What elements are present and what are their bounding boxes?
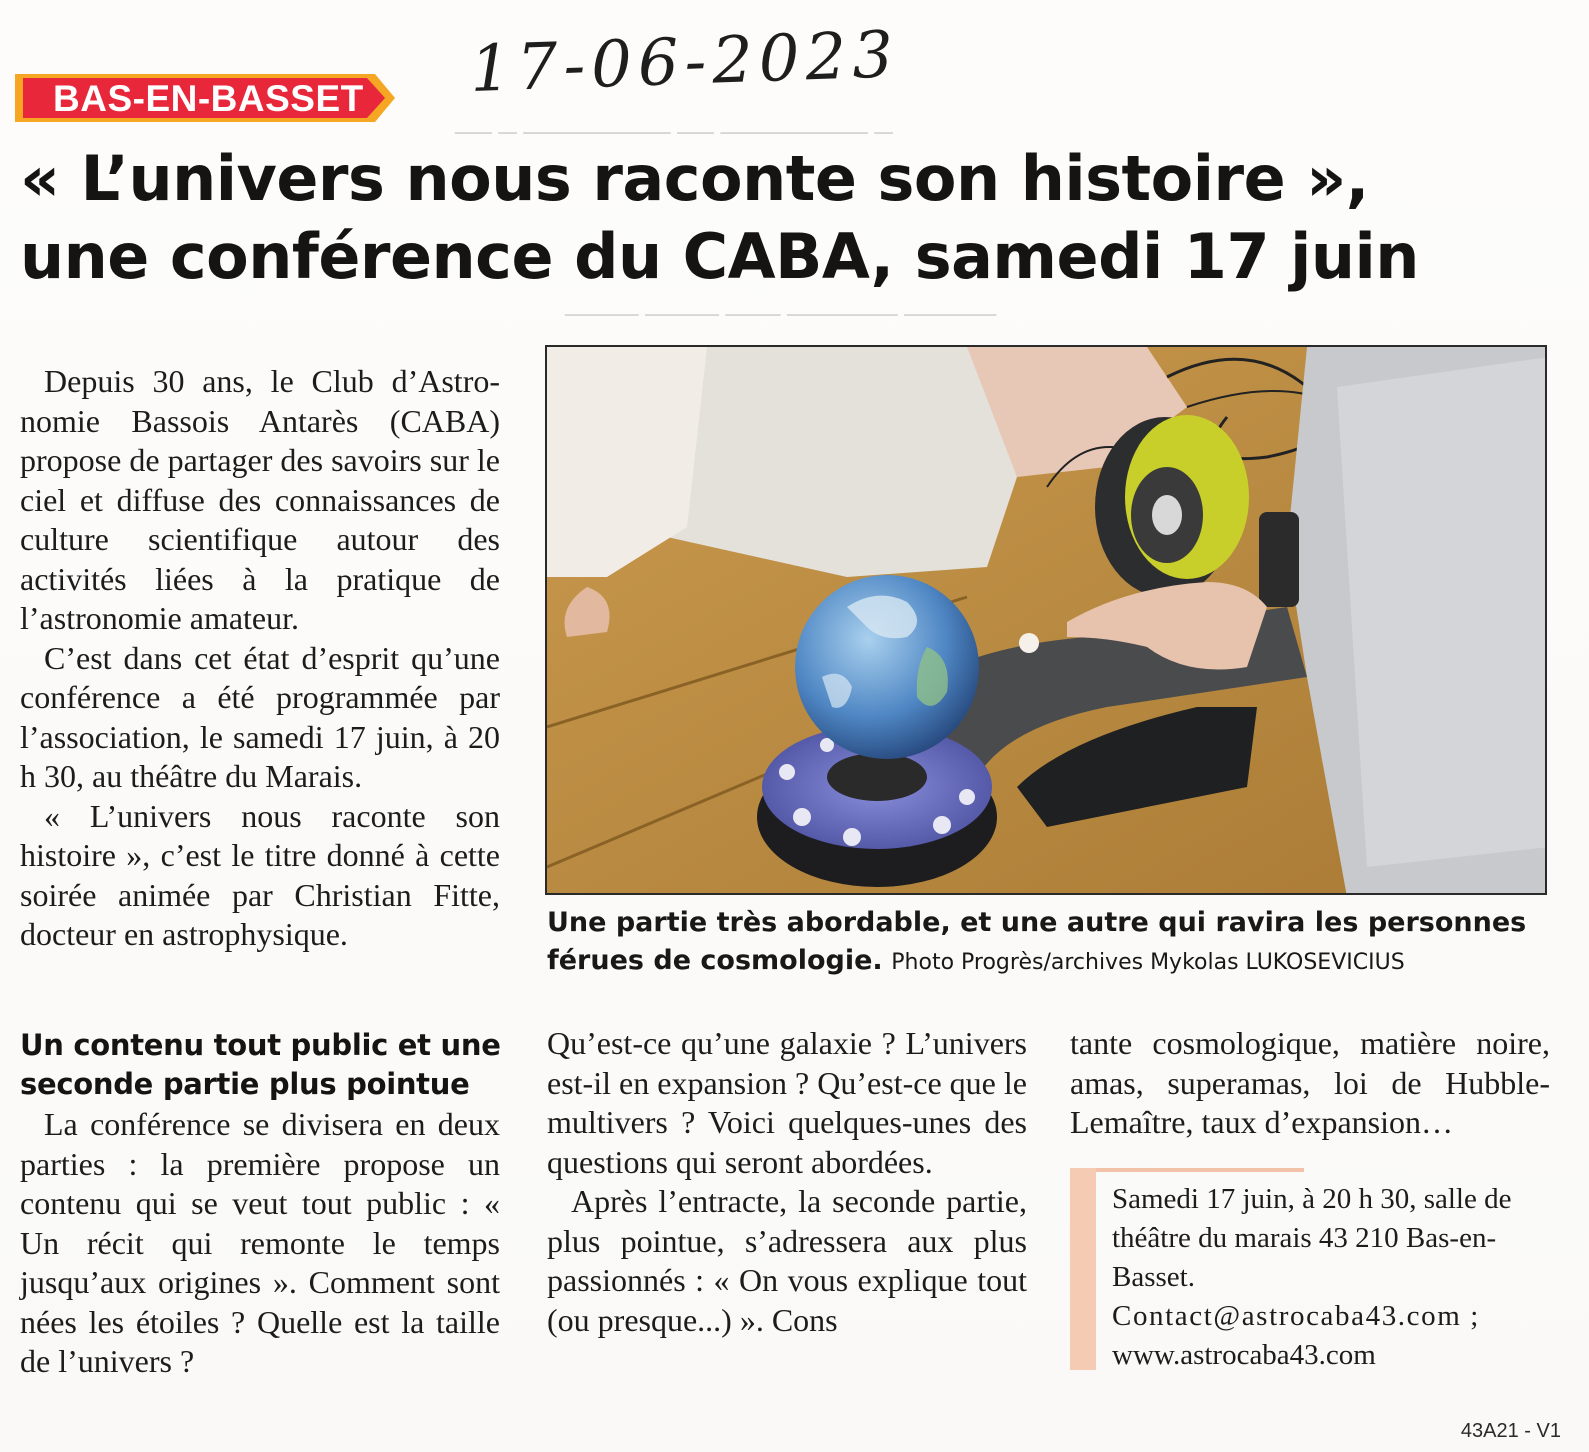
body-column-1 — [20, 1105, 500, 1382]
page-code: 43A21 - V1 — [1460, 1420, 1561, 1442]
practical-info-box — [1070, 1168, 1560, 1370]
website-link: www.astrocaba43.com — [1112, 1339, 1376, 1371]
photo-caption — [547, 904, 1547, 982]
info-line-3: Basset. — [1112, 1261, 1195, 1293]
body-column-2 — [547, 1024, 1027, 1340]
caption-text: Une partie très abordable, et une autre qui ravira les personnes férues de cosmologie. — [547, 907, 1527, 976]
headline-line-1: « L’univers nous raconte son histoire », — [20, 142, 1369, 215]
section-tag-label: BAS-EN-BASSET — [53, 78, 364, 119]
show-through-text: ── ─ ──────── ── ──────── ─ — [455, 118, 893, 147]
show-through-text: ──── ──── ─── ────── ───── — [565, 300, 997, 329]
info-line-2: théâtre du marais 43 210 Bas-en- — [1112, 1222, 1497, 1254]
body-paragraph-2: Qu’est-ce qu’une galaxie ? L’univers est-il en expansion ? Qu’est-ce que le multivers ? Voici quelques-unes des questions qui seront abordées. — [547, 1025, 1027, 1180]
body-column-3 — [1070, 1024, 1550, 1143]
info-box-top-rule — [1070, 1168, 1304, 1172]
contact-email: Contact@astrocaba43.com ; — [1112, 1300, 1480, 1332]
intro-column — [20, 362, 500, 955]
intro-paragraph-2: C’est dans cet état d’esprit qu’une conférence a été programmée par l’association, le samedi 17 juin, à 20 h 30, au théâtre du Marais. — [20, 639, 500, 794]
info-box-content — [1112, 1180, 1557, 1375]
intro-paragraph-1: Depuis 30 ans, le Club d’Astronomie Bassois Antarès (CABA) propose de partager des savoirs sur le ciel et diffuse des connaissances de culture scientifique autour des activités liées à la pratique de l’astronomie amateur. — [20, 363, 500, 636]
headline — [20, 140, 1540, 296]
body-paragraph-3: Après l’entracte, la seconde partie, plus pointue, s’adressera aux plus passionnés : « On vous explique tout (ou presque...) ». Cons — [547, 1183, 1027, 1338]
article-photo — [545, 345, 1547, 895]
body-paragraph-4: tante cosmologique, matière noire, amas, superamas, loi de Hubble-Lemaître, taux d’expansion… — [1070, 1025, 1550, 1140]
info-line-1: Samedi 17 juin, à 20 h 30, salle de — [1112, 1183, 1512, 1215]
section-tag — [15, 74, 395, 122]
subheading: Un contenu tout public et une seconde partie plus pointue — [20, 1028, 501, 1101]
headline-line-2: une conférence du CABA, samedi 17 juin — [20, 220, 1419, 293]
handwritten-date: 17-06-2023 — [468, 18, 901, 108]
body-paragraph-1: La conférence se divisera en deux parties : la première propose un contenu qui se veut tout public : « Un récit qui remonte le temps jusqu’aux origines ». Comment sont nées les étoiles ? Quelle est la taille de l’univers ? — [20, 1106, 500, 1379]
photo-credit: Photo Progrès/archives Mykolas LUKOSEVICIUS — [891, 950, 1405, 975]
intro-paragraph-3: « L’univers nous raconte son histoire », c’est le titre donné à cette soirée animée par Christian Fitte, docteur en astrophysique. — [20, 797, 500, 952]
info-box-accent-bar — [1070, 1168, 1096, 1370]
orrery-photo-illustration — [547, 347, 1547, 895]
